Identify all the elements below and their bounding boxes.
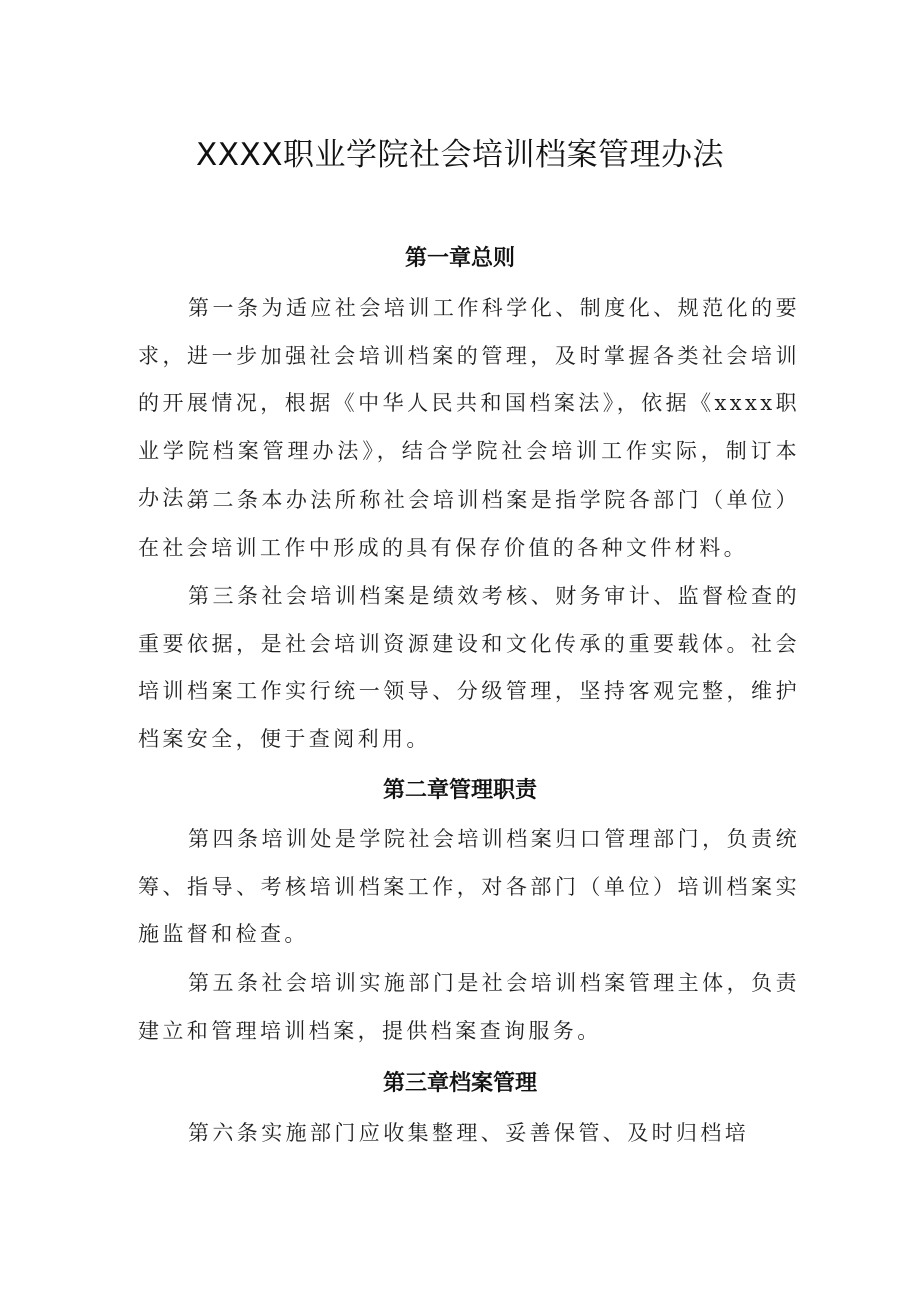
article-paragraph: 第一条为适应社会培训工作科学化、制度化、规范化的要求，进一步加强社会培训档案的管理，及时掌握各类社会培训的开展情况，根据《中华人民共和国档案法》，依据《xxxx职业学院档案管理办法》，结合学院社会培训工作实际，制订本办法。 — [138, 296, 800, 510]
article-paragraph: 第三条社会培训档案是绩效考核、财务审计、监督检查的重要依据，是社会培训资源建设和文化传承的重要载体。社会培训档案工作实行统一领导、分级管理，坚持客观完整，维护档案安全，便于查阅利用。 — [138, 584, 800, 751]
document-title: XXXX职业学院社会培训档案管理办法 — [196, 137, 724, 173]
article-paragraph: 第五条社会培训实施部门是社会培训档案管理主体，负责建立和管理培训档案，提供档案查询服务。 — [138, 971, 800, 1043]
article-paragraph: 第四条培训处是学院社会培训档案归口管理部门，负责统筹、指导、考核培训档案工作，对各部门（单位）培训档案实施监督和检查。 — [138, 827, 800, 946]
chapter-heading: 第二章管理职责 — [382, 778, 537, 803]
chapter-heading: 第三章档案管理 — [382, 1071, 537, 1096]
chapter-heading: 第一章总则 — [404, 246, 515, 271]
article-paragraph: 第六条实施部门应收集整理、妥善保管、及时归档培 — [188, 1121, 750, 1145]
article-paragraph: 第二条本办法所称社会培训档案是指学院各部门（单位）在社会培训工作中形成的具有保存价值的各种文件材料。 — [138, 488, 800, 560]
